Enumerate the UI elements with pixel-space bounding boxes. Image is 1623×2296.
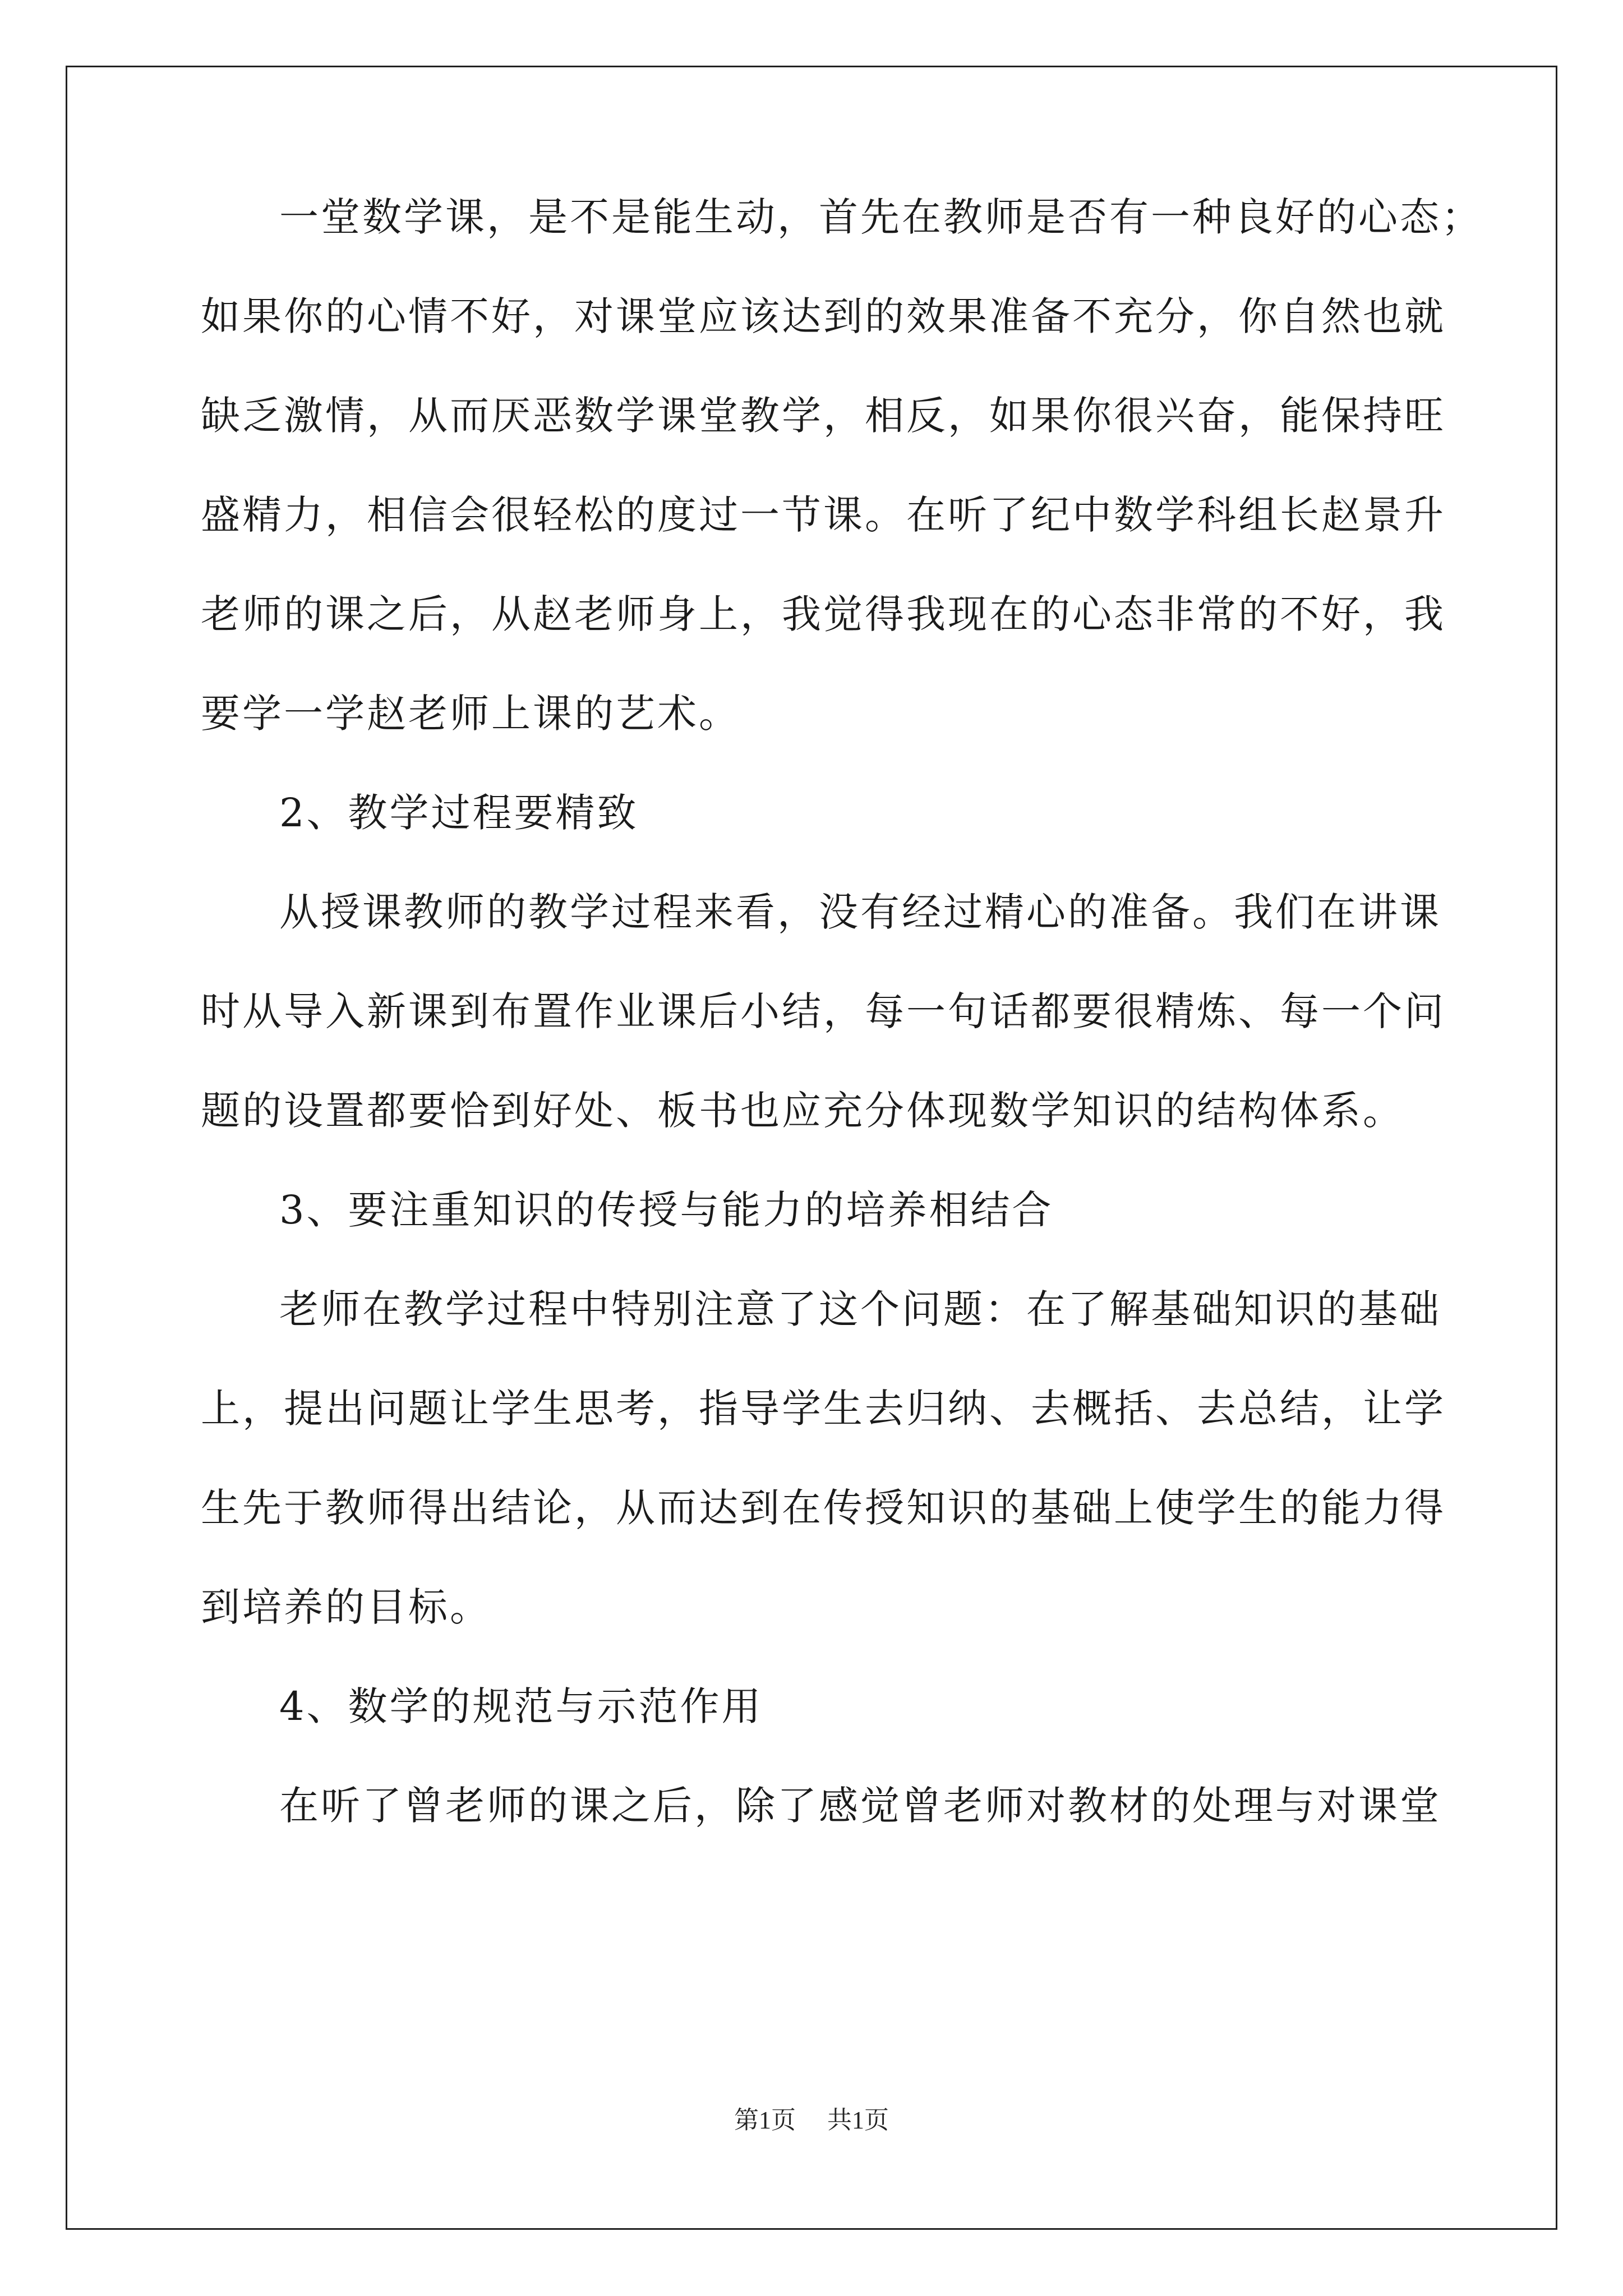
paragraph-line: 一堂数学课，是不是能生动，首先在教师是否有一种良好的心态；: [279, 194, 1483, 240]
paragraph-line: 上，提出问题让学生思考，指导学生去归纳、去概括、去总结，让学: [201, 1386, 1446, 1432]
page-total: 共1页: [827, 2106, 889, 2134]
paragraph-line: 时从导入新课到布置作业课后小结，每一句话都要很精炼、每一个问: [201, 988, 1446, 1034]
section-heading: 2、教学过程要精致: [279, 790, 639, 836]
document-body: [201, 194, 1483, 1885]
paragraph-line: 如果你的心情不好，对课堂应该达到的效果准备不充分，你自然也就: [201, 293, 1446, 339]
section-heading: 4、数学的规范与示范作用: [279, 1683, 763, 1729]
paragraph-line: 从授课教师的教学过程来看，没有经过精心的准备。我们在讲课: [279, 889, 1441, 935]
paragraph-line: 盛精力，相信会很轻松的度过一节课。在听了纪中数学科组长赵景升: [201, 492, 1446, 538]
paragraph-line: 题的设置都要恰到好处、板书也应充分体现数学知识的结构体系。: [201, 1088, 1404, 1134]
paragraph-line: 要学一学赵老师上课的艺术。: [201, 691, 740, 737]
paragraph-line: 在听了曾老师的课之后，除了感觉曾老师对教材的处理与对课堂: [279, 1783, 1441, 1829]
paragraph-line: 老师的课之后，从赵老师身上，我觉得我现在的心态非常的不好，我: [201, 591, 1446, 637]
paragraph-line: 生先于教师得出结论，从而达到在传授知识的基础上使学生的能力得: [201, 1485, 1446, 1531]
paragraph-line: 到培养的目标。: [201, 1584, 491, 1630]
page-footer: [0, 2108, 1623, 2133]
page-number: 第1页: [734, 2106, 796, 2134]
section-heading: 3、要注重知识的传授与能力的培养相结合: [279, 1187, 1054, 1233]
paragraph-line: 缺乏激情，从而厌恶数学课堂教学，相反，如果你很兴奋，能保持旺: [201, 393, 1446, 439]
paragraph-line: 老师在教学过程中特别注意了这个问题：在了解基础知识的基础: [279, 1286, 1441, 1332]
